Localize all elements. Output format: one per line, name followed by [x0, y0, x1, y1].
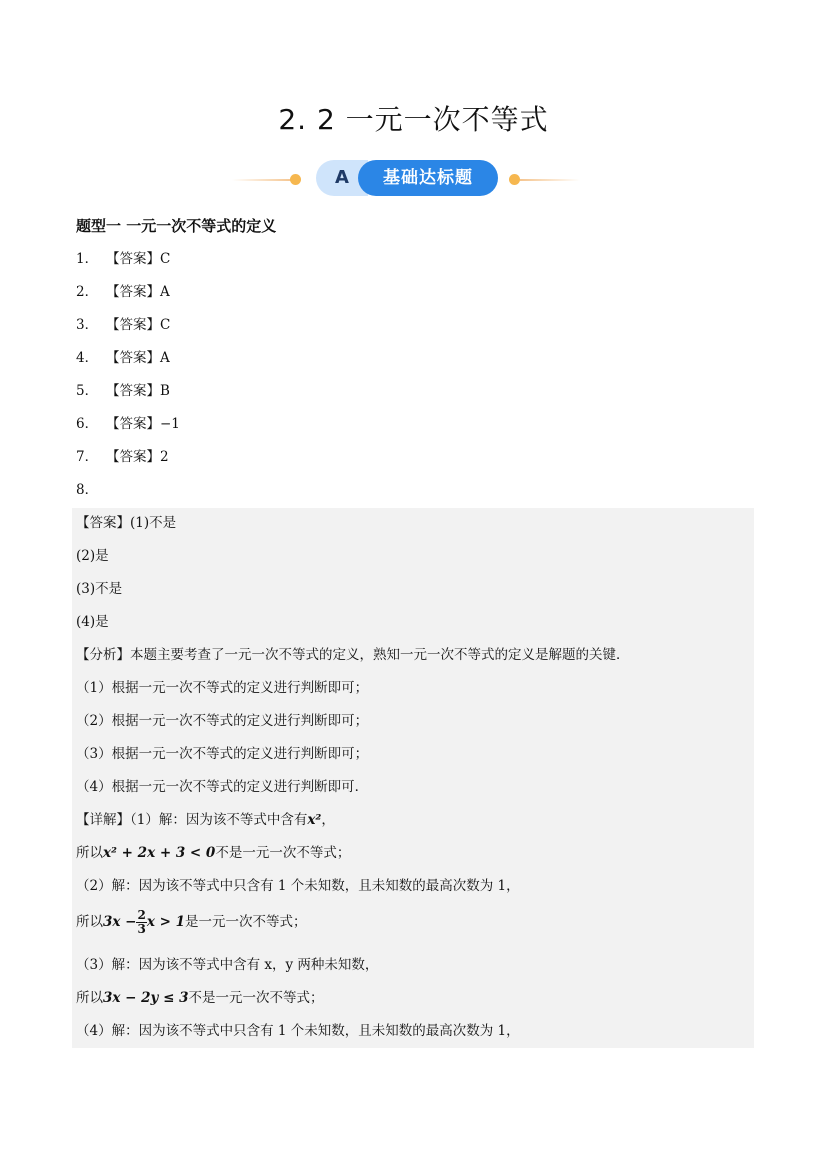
detail-text: 不是一元一次不等式； [215, 845, 351, 861]
math-expression: x² + 2x + 3 < 0 [103, 845, 216, 861]
q8-part: (3)不是 [76, 581, 123, 597]
banner-line-right [520, 179, 580, 181]
answer-list [76, 249, 180, 513]
answer-text: 【答案】2 [106, 449, 169, 465]
answer-number: 3． [76, 317, 99, 333]
answer-item [76, 414, 180, 447]
answer-item [76, 249, 180, 282]
answer-item [76, 282, 180, 315]
answer-number: 4． [76, 350, 99, 366]
answer-number: 5． [76, 383, 99, 399]
math-expression: 3x − [103, 914, 137, 930]
q8-analysis: 【分析】本题主要考查了一元一次不等式的定义，熟知一元一次不等式的定义是解题的关键． [76, 647, 630, 663]
answer-text: 【答案】C [106, 251, 171, 267]
answer-number: 1． [76, 251, 99, 267]
answer-number: 7． [76, 449, 99, 465]
section-heading: 题型一 一元一次不等式的定义 [76, 217, 277, 235]
banner-line-left [232, 179, 292, 181]
level-banner [0, 156, 827, 196]
detail-text: 所以 [76, 914, 103, 930]
banner-dot-right [509, 174, 520, 185]
q8-part: (2)是 [76, 548, 109, 564]
fraction-denominator: 3 [137, 922, 146, 936]
analysis-step: （2）根据一元一次不等式的定义进行判断即可； [76, 713, 369, 729]
detail-line [76, 988, 324, 1008]
answer-text: 【答案】B [106, 383, 170, 399]
math-expression: x > 1 [146, 914, 185, 930]
level-badge [316, 160, 498, 196]
detail-text: 【详解】（1）解：因为该不等式中含有 [76, 812, 308, 828]
answer-number: 8． [76, 482, 99, 498]
detail-text: ， [321, 812, 335, 828]
math-expression: x² [307, 812, 322, 828]
answer-text: 【答案】C [106, 317, 171, 333]
detail-line [76, 810, 335, 830]
q8-part: (4)是 [76, 614, 109, 630]
answer-item [76, 315, 180, 348]
answer-text: 【答案】A [106, 350, 170, 366]
answer-number: 6． [76, 416, 99, 432]
level-letter: A [316, 160, 368, 196]
banner-dot-left [290, 174, 301, 185]
fraction-numerator: 2 [137, 908, 146, 922]
detail-text: 是一元一次不等式； [184, 914, 307, 930]
analysis-step: （1）根据一元一次不等式的定义进行判断即可； [76, 680, 369, 696]
detail-line: （3）解：因为该不等式中含有 x，y 两种未知数， [76, 957, 379, 973]
analysis-step: （4）根据一元一次不等式的定义进行判断即可． [76, 779, 369, 795]
analysis-step: （3）根据一元一次不等式的定义进行判断即可； [76, 746, 369, 762]
math-expression: 3x − 2y ≤ 3 [103, 990, 189, 1006]
q8-answer: 【答案】(1)不是 [76, 515, 177, 531]
answer-item [76, 447, 180, 480]
detail-text: 所以 [76, 990, 103, 1006]
detail-text: 所以 [76, 845, 103, 861]
detail-line: （2）解：因为该不等式中只含有 1 个未知数，且未知数的最高次数为 1， [76, 878, 520, 894]
detail-line: （4）解：因为该不等式中只含有 1 个未知数，且未知数的最高次数为 1， [76, 1023, 520, 1039]
detail-line [76, 843, 350, 863]
fraction [136, 909, 146, 936]
answer-text: 【答案】−1 [106, 416, 180, 432]
level-label: 基础达标题 [358, 160, 498, 196]
answer-number: 2． [76, 284, 99, 300]
page-title: 2. 2 一元一次不等式 [278, 103, 549, 136]
answer-item [76, 348, 180, 381]
answer-text: 【答案】A [106, 284, 170, 300]
detail-line [76, 909, 306, 936]
answer-item [76, 381, 180, 414]
detail-text: 不是一元一次不等式； [188, 990, 324, 1006]
